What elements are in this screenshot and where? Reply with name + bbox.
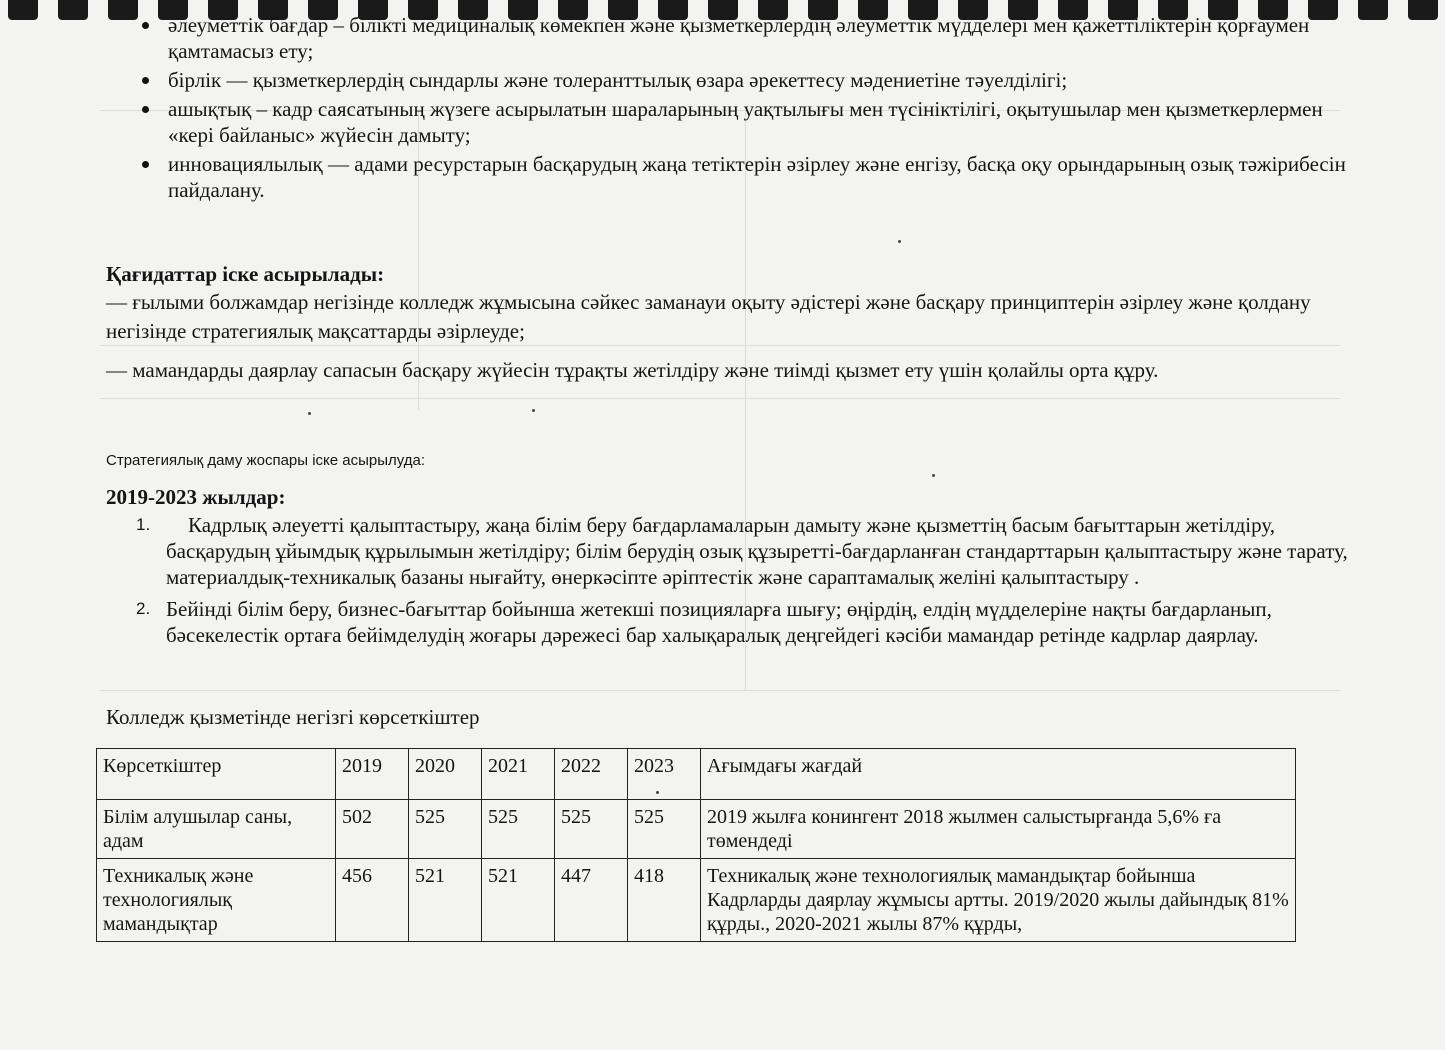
table-header-row [97,749,1296,800]
table-cell: 418 [628,859,701,942]
table-cell: 525 [482,800,555,859]
table-header-cell: 2020 [409,749,482,800]
list-item: бірлік — қызметкерлердің сындарлы және толеранттылық өзара әрекеттесу мәдениетіне тәуелділігі; [128,67,1358,93]
table-cell: Техникалық және технологиялық мамандықтар [97,859,336,942]
goal-text: Бейінді білім беру, бизнес-бағыттар бойынша жетекші позицияларға шығу; өңірдің, елдің мүдделеріне нақты бағдарланып, бәсекелестік ортаға бейімделудің жоғары дәрежесі бар халықаралық деңгейдегі кәсіби мамандар ретінде кадрлар даярлау. [166,597,1272,647]
list-item: ашықтық – кадр саясатының жүзеге асырылатын шараларының уақтылығы мен түсініктілігі, оқытушылар мен қызметкерлермен «кері байланыс» жүйесін дамыту; [128,96,1358,148]
goal-text: Кадрлық әлеуетті қалыптастыру, жаңа білім беру бағдарламаларын дамыту және қызметтің басым бағыттарын жетілдіру, басқарудың ұйымдық құрылымын жетілдіру; білім берудің озық құзыретті-бағдарланған стандарттарын қалыптастыру және тарату, материалдық-техникалық базаны нығайту, өнеркәсіпте әріптестік және сараптамалық желіні қалыптастыру . [166,513,1348,589]
list-item: инновациялылық — адами ресурстарын басқарудың жаңа тетіктерін әзірлеу және енгізу, басқа оқу орындарының озық тәжірибесін пайдалану. [128,151,1358,203]
table-cell: 521 [409,859,482,942]
table-header-cell: 2019 [336,749,409,800]
list-item: әлеуметтік бағдар – білікті медициналық көмекпен және қызметкерлердің әлеуметтік мүдделері мен қажеттіліктерін қорғаумен қамтамасыз ету; [128,12,1358,64]
principles-heading: Қағидаттар іске асырылады: [106,262,385,286]
table-header-cell: 2021 [482,749,555,800]
table-row [97,800,1296,859]
binding-ring [1408,0,1438,20]
table-header-cell: Ағымдағы жағдай [701,749,1296,800]
binding-ring [8,0,38,20]
binding-ring [1358,0,1388,20]
binding-ring [58,0,88,20]
table-cell: 502 [336,800,409,859]
table-header-cell: 2023 [628,749,701,800]
scan-speck [532,409,535,412]
principle-paragraph: — ғылыми болжамдар негізінде колледж жұмысына сәйкес заманауи оқыту әдістері және басқару принциптерін әзірлеу және қолдану негізінде стратегиялық мақсаттарды әзірлеуде; [106,290,1311,343]
scan-speck [898,240,901,243]
principle-paragraph: — мамандарды даярлау сапасын басқару жүйесін тұрақты жетілдіру және тиімді қызмет ету үшін қолайлы орта құру. [106,358,1159,382]
table-header-cell: 2022 [555,749,628,800]
scan-speck [308,412,311,415]
table-cell: 525 [628,800,701,859]
years-heading: 2019-2023 жылдар: [106,485,286,509]
table-cell: 525 [409,800,482,859]
table-row [97,859,1296,942]
list-number: 1. [136,515,151,534]
table-header-cell: Көрсеткіштер [97,749,336,800]
list-number: 2. [136,599,151,618]
table-cell: 447 [555,859,628,942]
table-cell: 2019 жылға конингент 2018 жылмен салыстырғанда 5,6% ға төмендеді [701,800,1296,859]
list-item [130,512,1350,590]
table-cell: 521 [482,859,555,942]
bleed-through-line [100,398,1340,399]
scan-speck [656,791,659,794]
strategy-note: Стратегиялық даму жоспары іске асырылуда: [106,452,426,469]
values-list [128,12,1358,206]
list-item [130,596,1350,648]
table-heading: Колледж қызметінде негізгі көрсеткіштер [106,705,480,729]
indicators-table [96,748,1296,942]
goals-list [130,512,1350,654]
table-cell: Техникалық және технологиялық мамандықтар бойынша Кадрларды даярлау жұмысы артты. 2019/2020 жылы дайындық 81% құрды., 2020-2021 жылы 87% құрды, [701,859,1296,942]
table-cell: 456 [336,859,409,942]
bleed-through-line [100,690,1340,691]
table-cell: 525 [555,800,628,859]
scan-speck [932,474,935,477]
table-cell: Білім алушылар саны, адам [97,800,336,859]
